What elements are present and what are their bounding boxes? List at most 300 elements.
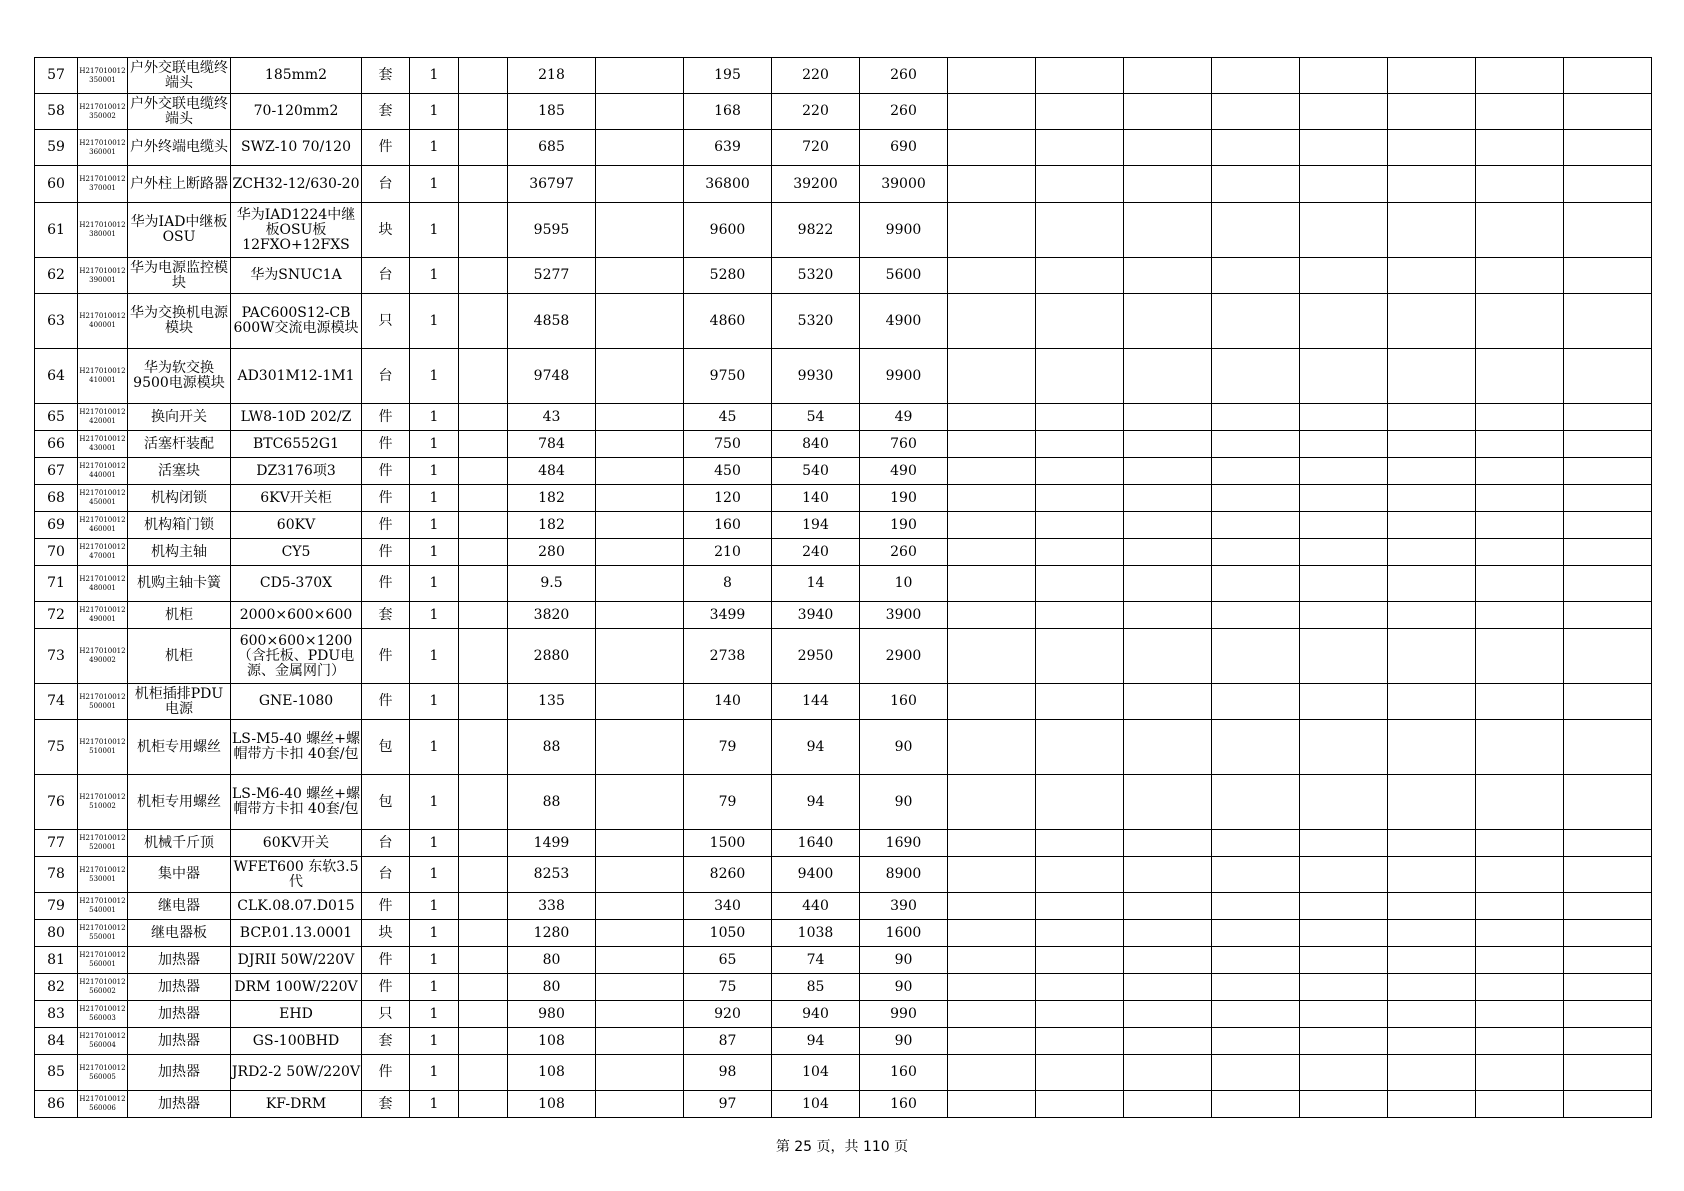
blank-cell	[1124, 1028, 1212, 1055]
price-2: 75	[684, 974, 772, 1001]
blank-cell	[459, 566, 508, 602]
material-code: H217010012 530001	[78, 857, 128, 893]
blank-cell	[459, 539, 508, 566]
specification: AD301M12-1M1	[231, 349, 362, 404]
blank-cell	[459, 1028, 508, 1055]
price-2: 2738	[684, 629, 772, 684]
specification: 60KV开关	[231, 830, 362, 857]
row-number: 76	[35, 775, 78, 830]
material-code: H217010012 560006	[78, 1091, 128, 1118]
specification: DZ3176项3	[231, 458, 362, 485]
blank-cell	[948, 458, 1036, 485]
row-number: 85	[35, 1055, 78, 1091]
row-number: 83	[35, 1001, 78, 1028]
row-number: 63	[35, 294, 78, 349]
table-row	[35, 857, 1652, 893]
blank-cell	[948, 258, 1036, 294]
blank-cell	[1388, 920, 1476, 947]
material-name: 加热器	[128, 1055, 231, 1091]
unit: 件	[362, 684, 410, 720]
material-code: H217010012 390001	[78, 258, 128, 294]
specification: PAC600S12-CB 600W交流电源模块	[231, 294, 362, 349]
blank-cell	[1212, 720, 1300, 775]
blank-cell	[1300, 458, 1388, 485]
blank-cell	[1476, 830, 1564, 857]
material-code: H217010012 500001	[78, 684, 128, 720]
blank-cell	[948, 893, 1036, 920]
price-4: 5600	[860, 258, 948, 294]
blank-cell	[1476, 566, 1564, 602]
blank-cell	[1300, 566, 1388, 602]
blank-cell	[596, 947, 684, 974]
blank-cell	[1388, 893, 1476, 920]
blank-cell	[596, 602, 684, 629]
price-2: 3499	[684, 602, 772, 629]
blank-cell	[1564, 485, 1652, 512]
price-3: 85	[772, 974, 860, 1001]
price-3: 104	[772, 1055, 860, 1091]
blank-cell	[1564, 857, 1652, 893]
specification: BCP.01.13.0001	[231, 920, 362, 947]
blank-cell	[1036, 349, 1124, 404]
price-1: 2880	[508, 629, 596, 684]
blank-cell	[1124, 294, 1212, 349]
unit: 件	[362, 485, 410, 512]
row-number: 64	[35, 349, 78, 404]
material-name: 机械千斤顶	[128, 830, 231, 857]
blank-cell	[1564, 629, 1652, 684]
material-name: 换向开关	[128, 404, 231, 431]
unit: 包	[362, 720, 410, 775]
blank-cell	[1212, 58, 1300, 94]
price-2: 79	[684, 775, 772, 830]
blank-cell	[1212, 130, 1300, 166]
price-4: 190	[860, 512, 948, 539]
blank-cell	[1300, 203, 1388, 258]
blank-cell	[1300, 1091, 1388, 1118]
specification: 60KV	[231, 512, 362, 539]
price-3: 440	[772, 893, 860, 920]
blank-cell	[1300, 893, 1388, 920]
quantity: 1	[410, 629, 459, 684]
blank-cell	[1124, 920, 1212, 947]
price-4: 9900	[860, 349, 948, 404]
price-1: 36797	[508, 166, 596, 203]
price-1: 88	[508, 720, 596, 775]
price-4: 260	[860, 539, 948, 566]
blank-cell	[596, 485, 684, 512]
price-2: 340	[684, 893, 772, 920]
quantity: 1	[410, 130, 459, 166]
blank-cell	[1300, 431, 1388, 458]
price-2: 4860	[684, 294, 772, 349]
table-row	[35, 404, 1652, 431]
quantity: 1	[410, 893, 459, 920]
blank-cell	[1300, 539, 1388, 566]
price-1: 980	[508, 1001, 596, 1028]
blank-cell	[1564, 920, 1652, 947]
blank-cell	[1476, 485, 1564, 512]
table-row	[35, 684, 1652, 720]
blank-cell	[1476, 857, 1564, 893]
blank-cell	[1388, 566, 1476, 602]
blank-cell	[1388, 294, 1476, 349]
unit: 台	[362, 166, 410, 203]
price-4: 190	[860, 485, 948, 512]
unit: 件	[362, 629, 410, 684]
quantity: 1	[410, 602, 459, 629]
blank-cell	[1564, 539, 1652, 566]
blank-cell	[1564, 294, 1652, 349]
blank-cell	[1564, 893, 1652, 920]
blank-cell	[1212, 920, 1300, 947]
blank-cell	[459, 893, 508, 920]
price-3: 720	[772, 130, 860, 166]
blank-cell	[1212, 893, 1300, 920]
blank-cell	[596, 294, 684, 349]
blank-cell	[1388, 947, 1476, 974]
material-name: 机柜	[128, 602, 231, 629]
blank-cell	[1036, 512, 1124, 539]
specification: 70-120mm2	[231, 94, 362, 130]
blank-cell	[1124, 431, 1212, 458]
price-4: 1600	[860, 920, 948, 947]
blank-cell	[596, 830, 684, 857]
price-2: 9600	[684, 203, 772, 258]
blank-cell	[1124, 203, 1212, 258]
unit: 只	[362, 1001, 410, 1028]
unit: 套	[362, 94, 410, 130]
blank-cell	[1388, 684, 1476, 720]
quantity: 1	[410, 485, 459, 512]
unit: 件	[362, 512, 410, 539]
blank-cell	[1036, 431, 1124, 458]
blank-cell	[1300, 58, 1388, 94]
blank-cell	[1212, 566, 1300, 602]
price-4: 160	[860, 684, 948, 720]
blank-cell	[1388, 94, 1476, 130]
price-3: 74	[772, 947, 860, 974]
blank-cell	[1564, 1001, 1652, 1028]
price-2: 140	[684, 684, 772, 720]
blank-cell	[459, 1055, 508, 1091]
material-name: 机柜专用螺丝	[128, 775, 231, 830]
row-number: 57	[35, 58, 78, 94]
blank-cell	[1300, 974, 1388, 1001]
blank-cell	[1388, 485, 1476, 512]
blank-cell	[948, 539, 1036, 566]
blank-cell	[1476, 720, 1564, 775]
row-number: 71	[35, 566, 78, 602]
price-2: 1500	[684, 830, 772, 857]
table-row	[35, 431, 1652, 458]
material-name: 机构主轴	[128, 539, 231, 566]
blank-cell	[596, 203, 684, 258]
specification: KF-DRM	[231, 1091, 362, 1118]
blank-cell	[1212, 602, 1300, 629]
quantity: 1	[410, 947, 459, 974]
material-name: 华为交换机电源模块	[128, 294, 231, 349]
blank-cell	[1124, 974, 1212, 1001]
quantity: 1	[410, 684, 459, 720]
price-3: 94	[772, 775, 860, 830]
blank-cell	[1564, 349, 1652, 404]
unit: 台	[362, 830, 410, 857]
blank-cell	[1388, 458, 1476, 485]
price-2: 5280	[684, 258, 772, 294]
blank-cell	[459, 203, 508, 258]
price-1: 484	[508, 458, 596, 485]
blank-cell	[596, 258, 684, 294]
material-name: 户外交联电缆终端头	[128, 58, 231, 94]
price-1: 8253	[508, 857, 596, 893]
table-row	[35, 1091, 1652, 1118]
blank-cell	[1476, 602, 1564, 629]
row-number: 69	[35, 512, 78, 539]
blank-cell	[1476, 458, 1564, 485]
price-2: 450	[684, 458, 772, 485]
blank-cell	[459, 349, 508, 404]
price-2: 168	[684, 94, 772, 130]
price-2: 210	[684, 539, 772, 566]
blank-cell	[1476, 1055, 1564, 1091]
quantity: 1	[410, 404, 459, 431]
blank-cell	[1300, 857, 1388, 893]
blank-cell	[459, 94, 508, 130]
blank-cell	[1300, 485, 1388, 512]
table-row	[35, 720, 1652, 775]
blank-cell	[1564, 602, 1652, 629]
price-4: 90	[860, 974, 948, 1001]
blank-cell	[1212, 166, 1300, 203]
price-1: 182	[508, 485, 596, 512]
blank-cell	[1476, 1028, 1564, 1055]
price-1: 9595	[508, 203, 596, 258]
blank-cell	[1300, 684, 1388, 720]
quantity: 1	[410, 349, 459, 404]
blank-cell	[1036, 684, 1124, 720]
material-code: H217010012 490002	[78, 629, 128, 684]
row-number: 60	[35, 166, 78, 203]
unit: 套	[362, 1028, 410, 1055]
blank-cell	[459, 602, 508, 629]
table-row	[35, 1055, 1652, 1091]
row-number: 79	[35, 893, 78, 920]
blank-cell	[1036, 130, 1124, 166]
blank-cell	[1300, 94, 1388, 130]
material-code: H217010012 560004	[78, 1028, 128, 1055]
price-4: 90	[860, 720, 948, 775]
price-1: 108	[508, 1091, 596, 1118]
blank-cell	[1212, 1091, 1300, 1118]
blank-cell	[1388, 1091, 1476, 1118]
blank-cell	[596, 431, 684, 458]
blank-cell	[1036, 893, 1124, 920]
price-4: 90	[860, 1028, 948, 1055]
quantity: 1	[410, 775, 459, 830]
blank-cell	[1036, 1028, 1124, 1055]
price-4: 990	[860, 1001, 948, 1028]
blank-cell	[1388, 1028, 1476, 1055]
table-row	[35, 974, 1652, 1001]
blank-cell	[459, 974, 508, 1001]
specification: GS-100BHD	[231, 1028, 362, 1055]
price-3: 144	[772, 684, 860, 720]
unit: 件	[362, 974, 410, 1001]
quantity: 1	[410, 512, 459, 539]
material-name: 活塞块	[128, 458, 231, 485]
blank-cell	[1564, 458, 1652, 485]
row-number: 67	[35, 458, 78, 485]
blank-cell	[1124, 629, 1212, 684]
blank-cell	[1476, 404, 1564, 431]
price-3: 2950	[772, 629, 860, 684]
blank-cell	[1124, 830, 1212, 857]
blank-cell	[948, 203, 1036, 258]
table-row	[35, 1028, 1652, 1055]
unit: 件	[362, 893, 410, 920]
blank-cell	[1124, 566, 1212, 602]
blank-cell	[459, 830, 508, 857]
blank-cell	[948, 404, 1036, 431]
material-code: H217010012 480001	[78, 566, 128, 602]
price-2: 639	[684, 130, 772, 166]
blank-cell	[1212, 431, 1300, 458]
table-row	[35, 1001, 1652, 1028]
blank-cell	[1124, 539, 1212, 566]
blank-cell	[1388, 857, 1476, 893]
price-1: 88	[508, 775, 596, 830]
blank-cell	[1476, 974, 1564, 1001]
quantity: 1	[410, 431, 459, 458]
price-2: 65	[684, 947, 772, 974]
blank-cell	[1036, 947, 1124, 974]
quantity: 1	[410, 1001, 459, 1028]
row-number: 59	[35, 130, 78, 166]
blank-cell	[1564, 1091, 1652, 1118]
blank-cell	[1300, 349, 1388, 404]
price-2: 45	[684, 404, 772, 431]
blank-cell	[1124, 166, 1212, 203]
material-name: 机柜	[128, 629, 231, 684]
blank-cell	[1476, 58, 1564, 94]
price-4: 90	[860, 947, 948, 974]
blank-cell	[1036, 920, 1124, 947]
price-2: 195	[684, 58, 772, 94]
quantity: 1	[410, 203, 459, 258]
price-3: 54	[772, 404, 860, 431]
price-2: 8260	[684, 857, 772, 893]
blank-cell	[1300, 920, 1388, 947]
blank-cell	[948, 920, 1036, 947]
unit: 套	[362, 58, 410, 94]
blank-cell	[596, 684, 684, 720]
material-name: 机构箱门锁	[128, 512, 231, 539]
price-4: 160	[860, 1055, 948, 1091]
blank-cell	[596, 857, 684, 893]
blank-cell	[596, 566, 684, 602]
blank-cell	[948, 1001, 1036, 1028]
material-code: H217010012 550001	[78, 920, 128, 947]
material-code: H217010012 460001	[78, 512, 128, 539]
blank-cell	[1476, 431, 1564, 458]
price-4: 690	[860, 130, 948, 166]
row-number: 74	[35, 684, 78, 720]
material-name: 华为电源监控模块	[128, 258, 231, 294]
price-1: 108	[508, 1055, 596, 1091]
specification: GNE-1080	[231, 684, 362, 720]
table-row	[35, 166, 1652, 203]
table-row	[35, 512, 1652, 539]
blank-cell	[1124, 1001, 1212, 1028]
blank-cell	[948, 485, 1036, 512]
blank-cell	[1124, 947, 1212, 974]
blank-cell	[1036, 566, 1124, 602]
blank-cell	[1564, 775, 1652, 830]
blank-cell	[1124, 857, 1212, 893]
unit: 台	[362, 349, 410, 404]
blank-cell	[1300, 166, 1388, 203]
material-code: H217010012 350002	[78, 94, 128, 130]
blank-cell	[948, 974, 1036, 1001]
row-number: 81	[35, 947, 78, 974]
specification: 6KV开关柜	[231, 485, 362, 512]
blank-cell	[1388, 629, 1476, 684]
blank-cell	[1388, 974, 1476, 1001]
material-name: 加热器	[128, 1028, 231, 1055]
quantity: 1	[410, 974, 459, 1001]
blank-cell	[1564, 58, 1652, 94]
blank-cell	[459, 947, 508, 974]
price-3: 39200	[772, 166, 860, 203]
row-number: 72	[35, 602, 78, 629]
blank-cell	[1212, 830, 1300, 857]
blank-cell	[459, 431, 508, 458]
blank-cell	[1388, 130, 1476, 166]
price-4: 90	[860, 775, 948, 830]
blank-cell	[459, 294, 508, 349]
specification: JRD2-2 50W/220V	[231, 1055, 362, 1091]
blank-cell	[596, 458, 684, 485]
row-number: 58	[35, 94, 78, 130]
blank-cell	[1388, 431, 1476, 458]
specification: LS-M5-40 螺丝+螺帽带方卡扣 40套/包	[231, 720, 362, 775]
blank-cell	[1212, 1028, 1300, 1055]
material-code: H217010012 560005	[78, 1055, 128, 1091]
price-3: 1038	[772, 920, 860, 947]
blank-cell	[1476, 947, 1564, 974]
blank-cell	[1036, 1055, 1124, 1091]
price-1: 80	[508, 947, 596, 974]
blank-cell	[1300, 775, 1388, 830]
blank-cell	[1564, 1028, 1652, 1055]
blank-cell	[1212, 294, 1300, 349]
table-row	[35, 602, 1652, 629]
blank-cell	[1300, 404, 1388, 431]
row-number: 62	[35, 258, 78, 294]
specification: CY5	[231, 539, 362, 566]
blank-cell	[1036, 203, 1124, 258]
material-code: H217010012 450001	[78, 485, 128, 512]
price-3: 540	[772, 458, 860, 485]
blank-cell	[1124, 258, 1212, 294]
row-number: 70	[35, 539, 78, 566]
blank-cell	[459, 166, 508, 203]
blank-cell	[1476, 920, 1564, 947]
material-code: H217010012 560003	[78, 1001, 128, 1028]
quantity: 1	[410, 1091, 459, 1118]
blank-cell	[1124, 893, 1212, 920]
